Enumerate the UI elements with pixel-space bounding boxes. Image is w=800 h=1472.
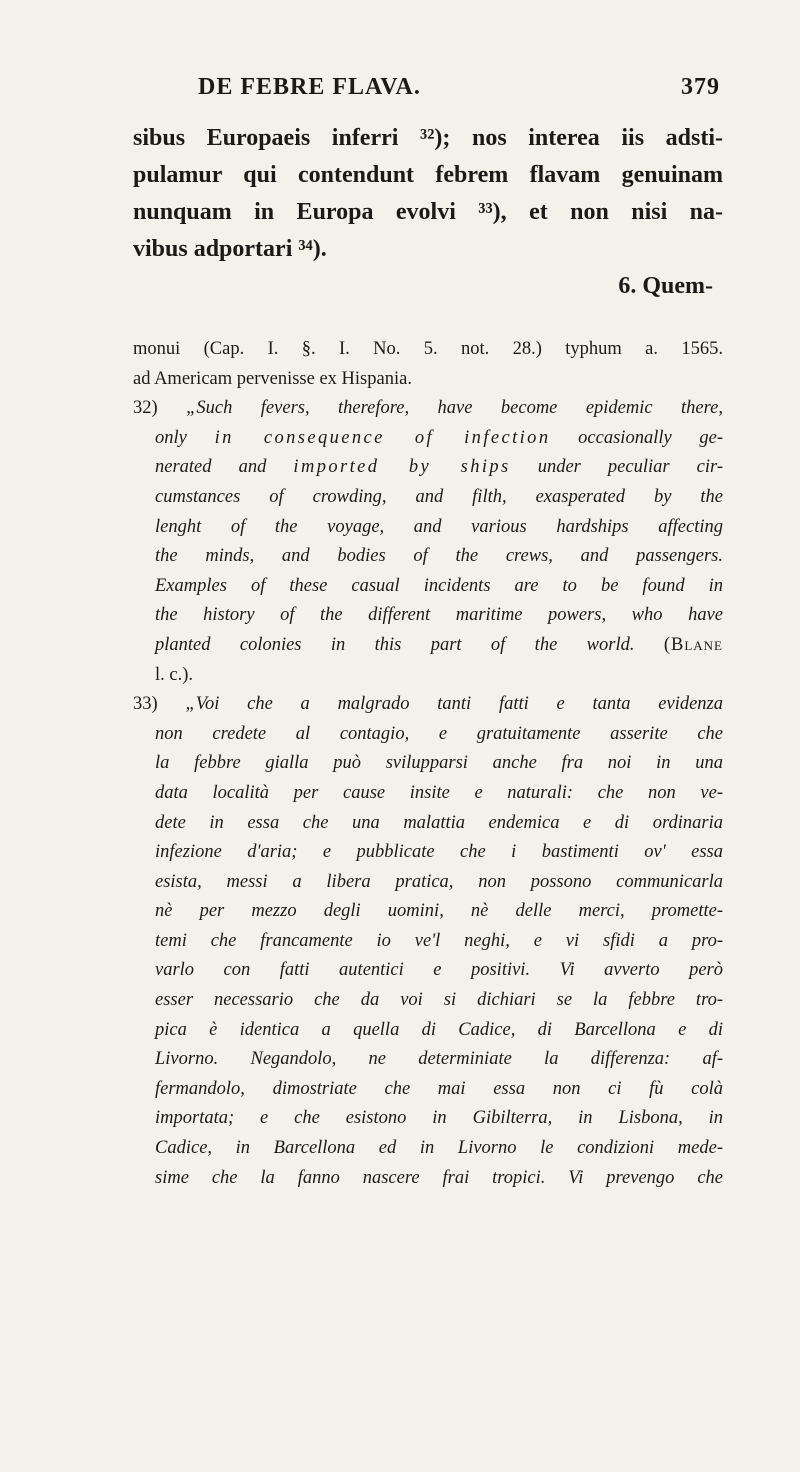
page-number: 379: [681, 74, 720, 100]
main-line: pulamur qui contendunt febrem flavam genuinam: [133, 162, 723, 188]
note-text: occasionally ge-: [550, 427, 724, 448]
footnotes: [133, 335, 723, 1193]
note-line: temi che francamente io ve'l neghi, e vi sfidi a pro-: [155, 930, 723, 951]
note-text: nerated and: [155, 457, 294, 478]
footnote-continued: [133, 335, 723, 394]
note-line: l. c.).: [155, 664, 194, 685]
note-number: 32): [133, 398, 158, 419]
note-line: Cadice, in Barcellona ed in Livorno le condizioni mede-: [155, 1138, 723, 1159]
running-head: [198, 74, 720, 110]
note-line: [133, 453, 723, 483]
note-line: importata; e che esistono in Gibilterra, in Lisbona, in: [155, 1108, 723, 1129]
note-line: monui (Cap. I. §. I. No. 5. not. 28.) typhum a. 1565.: [133, 339, 723, 359]
note-text: „Voi che a malgrado tanti fatti e tanta evidenza: [185, 694, 724, 715]
footnote-33: [133, 690, 723, 1193]
note-line: [133, 631, 723, 661]
note-line: varlo con fatti autentici e positivi. Vi avverto però: [155, 960, 723, 981]
footnote-32: [133, 394, 723, 690]
note-text: only: [155, 427, 215, 448]
author-ref: (Blane: [663, 634, 723, 655]
note-line: esser necessario che da voi si dichiari se la febbre tro-: [155, 990, 723, 1011]
main-line: vibus adportari ³⁴).: [133, 236, 327, 262]
note-line: esista, messi a libera pratica, non possono communicarla: [155, 871, 723, 892]
running-title: DE FEBRE FLAVA.: [198, 74, 421, 100]
note-line: fermandolo, dimostriate che mai essa non ci fù colà: [155, 1078, 723, 1099]
note-line: dete in essa che una malattia endemica e di ordinaria: [155, 812, 723, 833]
note-line: infezione d'aria; e pubblicate che i bastimenti ov' essa: [155, 842, 723, 863]
note-line: data località per cause insite e naturali: che non ve-: [155, 782, 723, 803]
note-line: la febbre gialla può svilupparsi anche fra noi in una: [155, 753, 723, 774]
main-line: nunquam in Europa evolvi ³³), et non nisi na-: [133, 199, 723, 225]
note-line: lenght of the voyage, and various hardships affecting: [155, 516, 723, 537]
note-line: the history of the different maritime powers, who have: [155, 605, 723, 626]
main-text: [133, 120, 723, 305]
note-line: cumstances of crowding, and filth, exasperated by the: [155, 486, 723, 507]
note-line: sime che la fanno nascere frai tropici. Vi prevengo che: [155, 1167, 723, 1188]
spaced-text: in consequence of infection: [214, 427, 551, 448]
note-line: [133, 424, 723, 454]
note-line: non credete al contagio, e gratuitamente asserite che: [155, 723, 723, 744]
catchline: 6. Quem-: [618, 273, 713, 299]
note-line: the minds, and bodies of the crews, and passengers.: [155, 546, 723, 567]
note-line: Livorno. Negandolo, ne determiniate la differenza: af-: [155, 1049, 723, 1070]
note-number: 33): [133, 694, 158, 715]
note-line: Examples of these casual incidents are to be found in: [155, 575, 723, 596]
note-text: under peculiar cir-: [510, 457, 723, 478]
note-line: [133, 394, 723, 424]
note-line: pica è identica a quella di Cadice, di Barcellona e di: [155, 1019, 723, 1040]
note-line: ad Americam pervenisse ex Hispania.: [133, 368, 412, 389]
note-text: „Such fevers, therefore, have become epidemic there,: [186, 398, 723, 419]
note-text: planted colonies in this part of the world.: [155, 634, 635, 655]
spaced-text: imported by ships: [293, 457, 511, 478]
main-line: sibus Europaeis inferri ³²); nos interea iis adsti-: [133, 125, 723, 151]
note-line: [133, 690, 723, 720]
note-line: nè per mezzo degli uomini, nè delle merci, promette-: [155, 901, 723, 922]
